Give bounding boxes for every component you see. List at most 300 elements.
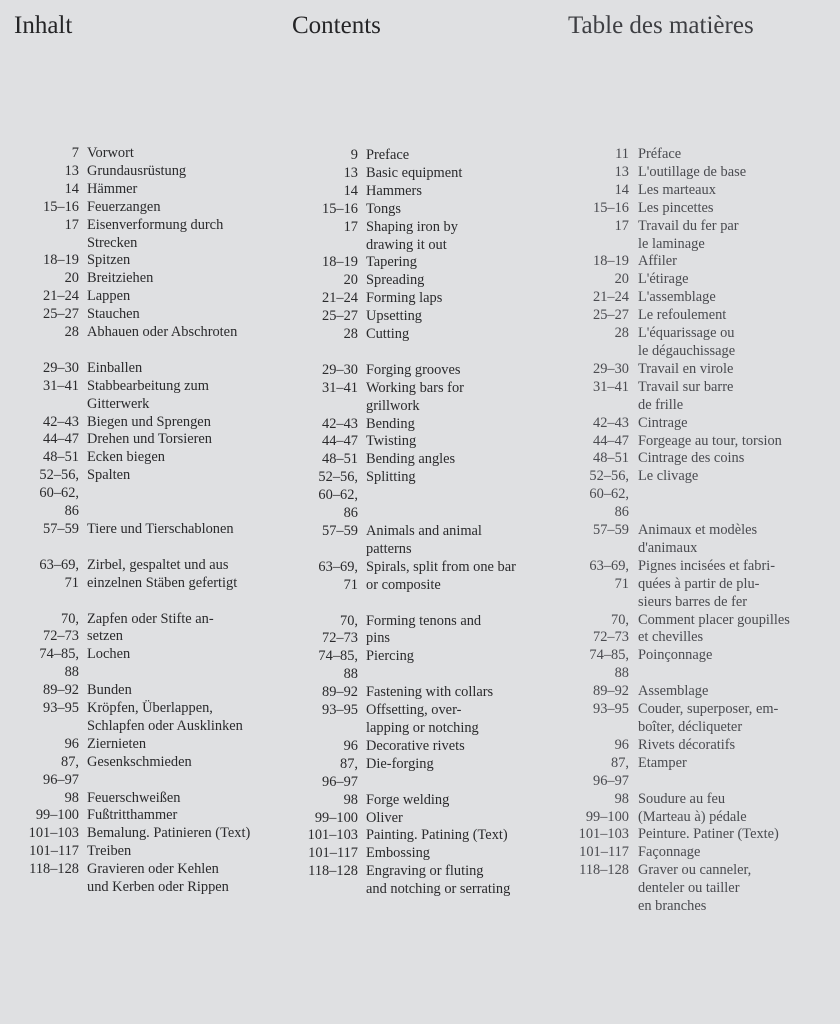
entry-title-line: Cintrage des coins bbox=[638, 450, 745, 467]
entry-title bbox=[638, 737, 834, 755]
page-number bbox=[296, 416, 358, 434]
entry-title-line: Fastening with collars bbox=[366, 684, 494, 701]
page-number bbox=[296, 183, 358, 201]
toc-entry bbox=[568, 612, 834, 648]
entry-title bbox=[366, 648, 546, 666]
entry-title-line: Lappen bbox=[87, 288, 131, 305]
section-gap bbox=[14, 593, 284, 611]
page-number bbox=[296, 810, 358, 828]
entry-title bbox=[638, 200, 834, 218]
page-number-line: 89–92 bbox=[322, 684, 358, 701]
entry-title bbox=[366, 469, 546, 487]
entry-title-line: einzelnen Stäben gefertigt bbox=[87, 574, 238, 591]
entry-title bbox=[87, 163, 284, 181]
page-number-line: 44–47 bbox=[43, 431, 79, 448]
toc-entry bbox=[296, 254, 546, 272]
entry-title-line: Le clivage bbox=[638, 468, 699, 485]
entry-title bbox=[638, 647, 834, 665]
page-number-line: 74–85, bbox=[39, 646, 79, 663]
page-number-line: 20 bbox=[343, 272, 358, 289]
entry-title bbox=[638, 468, 834, 486]
page-number-line: 93–95 bbox=[593, 701, 629, 718]
toc-entry bbox=[14, 825, 284, 843]
entry-title bbox=[638, 809, 834, 827]
page-number bbox=[14, 557, 79, 593]
entry-title bbox=[638, 558, 834, 612]
entry-title bbox=[366, 254, 546, 272]
entry-title-line: Forgeage au tour, torsion bbox=[638, 432, 782, 449]
entry-title-line: Forming laps bbox=[366, 290, 443, 307]
page-number-line: 86 bbox=[64, 503, 79, 520]
toc-entry bbox=[14, 807, 284, 825]
entry-title-line: setzen bbox=[87, 628, 123, 645]
entry-title-line: en branches bbox=[638, 898, 707, 915]
toc-entry bbox=[568, 737, 834, 755]
page-number-line: 71 bbox=[614, 575, 629, 592]
page-number bbox=[14, 467, 79, 521]
entry-title-line: lapping or notching bbox=[366, 719, 479, 736]
page-number-line: 15–16 bbox=[593, 199, 629, 216]
page-number-line: 70, bbox=[340, 612, 358, 629]
page-number bbox=[296, 362, 358, 380]
entry-title bbox=[638, 271, 834, 289]
entry-title bbox=[366, 290, 546, 308]
toc-entry bbox=[296, 827, 546, 845]
page-number bbox=[14, 825, 79, 843]
toc-entry bbox=[14, 843, 284, 861]
page-number-line: 71 bbox=[343, 576, 358, 593]
entry-title-line: Strecken bbox=[87, 234, 138, 251]
entry-title-line: Tapering bbox=[366, 254, 417, 271]
entry-title-line: Tongs bbox=[366, 200, 401, 217]
page-number-line: 13 bbox=[64, 162, 79, 179]
page-number bbox=[14, 378, 79, 396]
entry-title-line: Rivets décoratifs bbox=[638, 736, 736, 753]
toc-entry bbox=[296, 183, 546, 201]
entry-title bbox=[366, 416, 546, 434]
page-number-line: 48–51 bbox=[322, 451, 358, 468]
page-number-line: 29–30 bbox=[593, 360, 629, 377]
entry-title-line: Affiler bbox=[638, 253, 677, 270]
english-contents-column bbox=[296, 147, 546, 899]
page-number bbox=[568, 791, 629, 809]
page-number bbox=[568, 683, 629, 701]
toc-entry bbox=[14, 557, 284, 593]
page-number-line: 31–41 bbox=[322, 379, 358, 396]
entry-title bbox=[366, 559, 546, 595]
toc-entry bbox=[14, 378, 284, 414]
entry-title-line: L'outillage de base bbox=[638, 163, 747, 180]
entry-title-line: Graver ou canneler, bbox=[638, 862, 752, 879]
toc-entry bbox=[14, 736, 284, 754]
page-number-line: 71 bbox=[64, 574, 79, 591]
entry-title bbox=[366, 362, 546, 380]
entry-title-line: Feuerzangen bbox=[87, 198, 161, 215]
toc-entry bbox=[14, 414, 284, 432]
german-contents-column bbox=[14, 145, 284, 897]
entry-title-line: Hämmer bbox=[87, 180, 138, 197]
toc-entry bbox=[14, 217, 284, 253]
entry-title bbox=[366, 756, 546, 774]
entry-title bbox=[87, 324, 284, 342]
page-number bbox=[568, 809, 629, 827]
page-number-line: 99–100 bbox=[35, 807, 79, 824]
page-number bbox=[14, 252, 79, 270]
entry-title-line: Le refoulement bbox=[638, 307, 727, 324]
entry-title bbox=[638, 612, 834, 648]
page-number bbox=[14, 861, 79, 879]
page-number bbox=[568, 844, 629, 862]
entry-title bbox=[87, 181, 284, 199]
entry-title bbox=[638, 450, 834, 468]
entry-title bbox=[366, 308, 546, 326]
entry-title bbox=[87, 270, 284, 288]
toc-entry bbox=[568, 468, 834, 522]
entry-title-line: Engraving or fluting bbox=[366, 863, 484, 880]
toc-entry bbox=[296, 523, 546, 559]
entry-title-line: Grundausrüstung bbox=[87, 162, 187, 179]
toc-entry bbox=[296, 201, 546, 219]
entry-title bbox=[366, 219, 546, 255]
page-number-line: 88 bbox=[64, 664, 79, 681]
entry-title bbox=[638, 182, 834, 200]
page-number-line: 28 bbox=[64, 324, 79, 341]
page-number bbox=[296, 380, 358, 398]
entry-title bbox=[638, 826, 834, 844]
entry-title-line: Etamper bbox=[638, 754, 687, 771]
page-number-line: 89–92 bbox=[43, 682, 79, 699]
toc-entry bbox=[14, 521, 284, 539]
entry-title-line: boîter, décliqueter bbox=[638, 719, 743, 735]
entry-title bbox=[87, 825, 284, 843]
entry-title-line: Travail sur barre bbox=[638, 378, 734, 395]
page-number bbox=[568, 307, 629, 325]
page-number bbox=[568, 271, 629, 289]
page-number bbox=[14, 145, 79, 163]
toc-entry bbox=[296, 219, 546, 255]
entry-title-line: Gitterwerk bbox=[87, 395, 150, 412]
page-number-line: 48–51 bbox=[593, 450, 629, 467]
page-number bbox=[568, 289, 629, 307]
toc-entry bbox=[296, 147, 546, 165]
entry-title-line: Cutting bbox=[366, 326, 410, 343]
page-number bbox=[568, 612, 629, 648]
page-number bbox=[568, 433, 629, 451]
entry-title-line: Animals and animal bbox=[366, 523, 482, 540]
entry-title bbox=[366, 523, 546, 559]
entry-title-line: L'assemblage bbox=[638, 289, 716, 306]
page-number-line: 70, bbox=[611, 611, 629, 628]
toc-entry bbox=[568, 289, 834, 307]
page-number bbox=[14, 270, 79, 288]
toc-entry bbox=[14, 145, 284, 163]
entry-title bbox=[87, 217, 284, 253]
page-number-line: 48–51 bbox=[43, 449, 79, 466]
page-number bbox=[568, 253, 629, 271]
entry-title-line: Bending bbox=[366, 415, 415, 432]
page-number-line: 44–47 bbox=[322, 433, 358, 450]
entry-title-line: Forge welding bbox=[366, 791, 450, 808]
toc-entry bbox=[14, 270, 284, 288]
page-number bbox=[14, 646, 79, 682]
page-number-line: 63–69, bbox=[39, 556, 79, 573]
entry-title-line: Hammers bbox=[366, 182, 422, 199]
entry-title-line: Twisting bbox=[366, 433, 417, 450]
entry-title bbox=[366, 810, 546, 828]
toc-entry bbox=[568, 791, 834, 809]
entry-title-line: Spirals, split from one bar bbox=[366, 558, 516, 575]
entry-title-line: Schlapfen oder Ausklinken bbox=[87, 717, 243, 734]
toc-entry bbox=[296, 613, 546, 649]
page-number-line: 18–19 bbox=[593, 253, 629, 270]
entry-title-line: Zapfen oder Stifte an- bbox=[87, 610, 214, 627]
section-gap bbox=[14, 342, 284, 360]
entry-title bbox=[87, 378, 284, 414]
page-number bbox=[296, 559, 358, 595]
entry-title bbox=[638, 289, 834, 307]
toc-entry bbox=[568, 307, 834, 325]
toc-entry bbox=[568, 433, 834, 451]
page-number-line: 74–85, bbox=[589, 647, 629, 664]
entry-title-line: Les pincettes bbox=[638, 199, 714, 216]
entry-title-line: Oliver bbox=[366, 809, 403, 826]
page-number bbox=[568, 218, 629, 236]
toc-entry bbox=[14, 467, 284, 521]
toc-entry bbox=[14, 163, 284, 181]
page-number-line: 21–24 bbox=[322, 290, 358, 307]
entry-title bbox=[638, 361, 834, 379]
page-number-line: 96–97 bbox=[593, 772, 629, 789]
entry-title-line: de frille bbox=[638, 396, 684, 413]
entry-title bbox=[638, 146, 834, 164]
entry-title-line: Zirbel, gespaltet und aus bbox=[87, 556, 229, 573]
entry-title bbox=[87, 449, 284, 467]
entry-title-line: Basic equipment bbox=[366, 164, 463, 181]
page-number-line: 96 bbox=[343, 737, 358, 754]
entry-title-line: Travail en virole bbox=[638, 360, 734, 377]
page-number bbox=[568, 146, 629, 164]
page-number bbox=[14, 521, 79, 539]
page-number bbox=[296, 433, 358, 451]
entry-title-line: Working bars for bbox=[366, 379, 464, 396]
page-number bbox=[568, 164, 629, 182]
entry-title-line: Spreading bbox=[366, 272, 425, 289]
page-number bbox=[296, 863, 358, 881]
toc-entry bbox=[296, 433, 546, 451]
page-number-line: 25–27 bbox=[593, 307, 629, 324]
toc-entry bbox=[296, 684, 546, 702]
entry-title bbox=[366, 165, 546, 183]
entry-title bbox=[366, 147, 546, 165]
toc-entry bbox=[296, 738, 546, 756]
entry-title-line: Gravieren oder Kehlen bbox=[87, 861, 219, 878]
page-number bbox=[296, 613, 358, 649]
entry-title bbox=[87, 521, 284, 539]
toc-entry bbox=[568, 164, 834, 182]
entry-title-line: Biegen und Sprengen bbox=[87, 413, 211, 430]
entry-title-line: Abhauen oder Abschroten bbox=[87, 324, 238, 341]
page-number bbox=[296, 845, 358, 863]
entry-title-line: L'étirage bbox=[638, 271, 689, 288]
page-number bbox=[14, 360, 79, 378]
entry-title-line: Spitzen bbox=[87, 252, 131, 269]
page-number-line: 98 bbox=[614, 790, 629, 807]
entry-title bbox=[87, 646, 284, 664]
page-number bbox=[14, 449, 79, 467]
entry-title bbox=[87, 736, 284, 754]
page-number bbox=[296, 254, 358, 272]
page-number bbox=[568, 450, 629, 468]
entry-title-line: Splitting bbox=[366, 469, 416, 486]
toc-entry bbox=[296, 845, 546, 863]
toc-entry bbox=[14, 306, 284, 324]
entry-title bbox=[366, 684, 546, 702]
page-number-line: 98 bbox=[343, 791, 358, 808]
entry-title-line: Upsetting bbox=[366, 308, 422, 325]
page-number-line: 63–69, bbox=[589, 557, 629, 574]
entry-title-line: Tiere und Tierschablonen bbox=[87, 521, 234, 538]
entry-title bbox=[638, 379, 834, 415]
toc-entry bbox=[568, 683, 834, 701]
entry-title bbox=[638, 325, 834, 361]
toc-entry bbox=[296, 863, 546, 899]
toc-entry bbox=[14, 700, 284, 736]
toc-entry bbox=[14, 199, 284, 217]
page-number-line: 99–100 bbox=[585, 808, 629, 825]
toc-entry bbox=[14, 181, 284, 199]
page-number bbox=[296, 165, 358, 183]
page-number bbox=[568, 862, 629, 880]
entry-title-line: Treiben bbox=[87, 843, 132, 860]
page-number-line: 86 bbox=[614, 504, 629, 521]
entry-title-line: Stabbearbeitung zum bbox=[87, 377, 209, 394]
entry-title-line: Travail du fer par bbox=[638, 217, 739, 234]
page-number-line: 86 bbox=[343, 505, 358, 522]
entry-title-line: drawing it out bbox=[366, 236, 447, 253]
entry-title bbox=[87, 682, 284, 700]
page-number-line: 72–73 bbox=[43, 628, 79, 645]
heading-english: Contents bbox=[292, 12, 381, 39]
page-number bbox=[568, 755, 629, 791]
page-number bbox=[14, 431, 79, 449]
entry-title bbox=[366, 380, 546, 416]
entry-title-line: Pignes incisées et fabri- bbox=[638, 557, 776, 574]
heading-german: Inhalt bbox=[14, 12, 73, 39]
page-number bbox=[296, 290, 358, 308]
entry-title bbox=[366, 792, 546, 810]
toc-entry bbox=[296, 810, 546, 828]
entry-title bbox=[87, 288, 284, 306]
page-number-line: 96 bbox=[614, 736, 629, 753]
entry-title-line: Piercing bbox=[366, 648, 414, 665]
entry-title-line: Animaux et modèles bbox=[638, 522, 758, 539]
page-number bbox=[14, 163, 79, 181]
page-number bbox=[14, 611, 79, 647]
entry-title-line: or composite bbox=[366, 576, 441, 593]
entry-title-line: (Marteau à) pédale bbox=[638, 808, 747, 825]
toc-entry bbox=[568, 701, 834, 737]
toc-entry bbox=[296, 416, 546, 434]
page-number-line: 87, bbox=[61, 753, 79, 770]
page-number-line: 88 bbox=[614, 665, 629, 682]
page-number-line: 52–56, bbox=[318, 469, 358, 486]
page-number bbox=[14, 700, 79, 718]
page-number-line: 11 bbox=[615, 146, 629, 162]
page-number-line: 70, bbox=[61, 610, 79, 627]
entry-title bbox=[366, 272, 546, 290]
entry-title-line: Stauchen bbox=[87, 306, 140, 323]
entry-title-line: d'animaux bbox=[638, 539, 698, 556]
entry-title-line: and notching or serrating bbox=[366, 881, 511, 898]
entry-title-line: Lochen bbox=[87, 646, 131, 663]
entry-title bbox=[87, 431, 284, 449]
page-number bbox=[568, 379, 629, 397]
toc-entry bbox=[14, 790, 284, 808]
entry-title-line: Kröpfen, Überlappen, bbox=[87, 700, 213, 717]
page-number-line: 52–56, bbox=[589, 468, 629, 485]
toc-entry bbox=[296, 272, 546, 290]
toc-entry bbox=[14, 754, 284, 790]
heading-french: Table des matières bbox=[568, 12, 754, 39]
entry-title-line: Decorative rivets bbox=[366, 737, 465, 754]
entry-title-line: Painting. Patining (Text) bbox=[366, 827, 508, 844]
entry-title bbox=[366, 433, 546, 451]
toc-entry bbox=[568, 200, 834, 218]
entry-title-line: Preface bbox=[366, 147, 410, 163]
page-number-line: 21–24 bbox=[43, 288, 79, 305]
page-number-line: 60–62, bbox=[318, 487, 358, 504]
entry-title bbox=[366, 326, 546, 344]
page-number bbox=[14, 217, 79, 235]
page-number-line: 9 bbox=[350, 147, 358, 163]
entry-title-line: Forging grooves bbox=[366, 361, 461, 378]
page-number-line: 87, bbox=[611, 754, 629, 771]
toc-entry bbox=[296, 451, 546, 469]
page-number-line: 25–27 bbox=[43, 306, 79, 323]
entry-title-line: Vorwort bbox=[87, 145, 134, 161]
page-number-line: 93–95 bbox=[322, 702, 358, 719]
entry-title bbox=[638, 844, 834, 862]
toc-entry bbox=[568, 182, 834, 200]
entry-title bbox=[638, 253, 834, 271]
page-number bbox=[568, 182, 629, 200]
toc-entry bbox=[568, 253, 834, 271]
toc-entry bbox=[296, 165, 546, 183]
entry-title bbox=[638, 218, 834, 254]
entry-title bbox=[87, 611, 284, 647]
page-number-line: 96–97 bbox=[322, 773, 358, 790]
section-gap bbox=[14, 539, 284, 557]
toc-entry bbox=[296, 559, 546, 595]
entry-title-line: L'équarissage ou bbox=[638, 325, 735, 342]
page-number bbox=[568, 647, 629, 683]
page-number-line: 60–62, bbox=[589, 486, 629, 503]
page-number-line: 52–56, bbox=[39, 467, 79, 484]
entry-title-line: Gesenkschmieden bbox=[87, 753, 192, 770]
page-number-line: 57–59 bbox=[43, 521, 79, 538]
page-number-line: 118–128 bbox=[579, 862, 629, 879]
page-number-line: 31–41 bbox=[43, 377, 79, 394]
entry-title bbox=[366, 702, 546, 738]
page-number-line: 44–47 bbox=[593, 432, 629, 449]
toc-entry bbox=[568, 450, 834, 468]
toc-entry bbox=[568, 146, 834, 164]
entry-title-line: Bending angles bbox=[366, 451, 456, 468]
page-number-line: 18–19 bbox=[322, 254, 358, 271]
toc-entry bbox=[14, 324, 284, 342]
page-number bbox=[296, 792, 358, 810]
entry-title bbox=[638, 755, 834, 773]
